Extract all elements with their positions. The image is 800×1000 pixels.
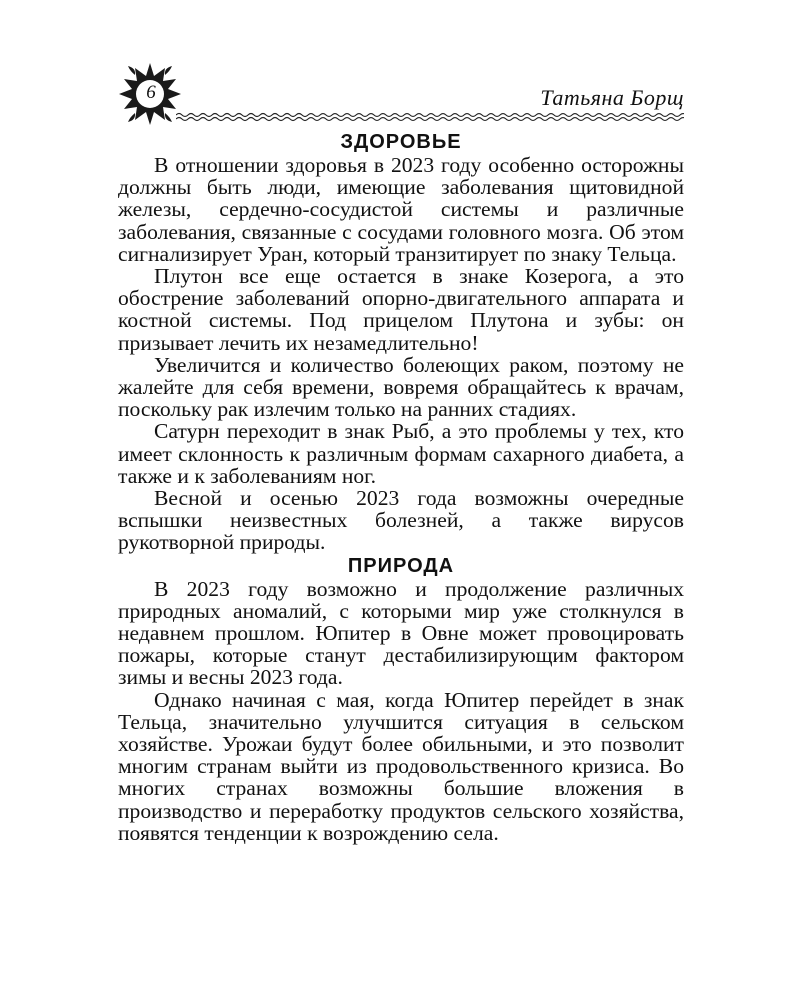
page-header xyxy=(118,62,684,132)
section-title-nature: ПРИРОДА xyxy=(347,554,455,577)
paragraph: В отношении здоровья в 2023 году особенно осторожны должны быть люди, имеющие заболевания щитовидной железы, сердечно-сосудистой системы и различные заболевания, связанные с сосудами головного мозга. Об этом сигнализирует Уран, который транзитирует по знаку Тельца. xyxy=(118,153,684,266)
paragraph: Увеличится и количество болеющих раком, поэтому не жалейте для себя времени, вовремя обращайтесь к врачам, поскольку рак излечим только на ранних стадиях. xyxy=(118,352,684,422)
running-header-author: Татьяна Борщ xyxy=(540,85,684,110)
paragraph: Плутон все еще остается в знаке Козерога, а это обострение заболеваний опорно-двигательного аппарата и костной системы. Под прицелом Плутона и зубы: он призывает лечить их незамедлительно! xyxy=(118,264,684,355)
paragraph: Сатурн переходит в знак Рыб, а это проблемы у тех, кто имеет склонность к различным формам сахарного диабета, а также и к заболеваниям ног. xyxy=(118,419,684,488)
section-title-health: ЗДОРОВЬЕ xyxy=(340,131,462,153)
wavy-divider xyxy=(176,112,684,122)
paragraph: Весной и осенью 2023 года возможны очередные вспышки неизвестных болезней, а также вирусов рукотворной природы. xyxy=(118,486,684,555)
paragraph: Однако начиная с мая, когда Юпитер перейдет в знак Тельца, значительно улучшится ситуация в сельском хозяйстве. Урожаи будут более обильными, и это позволит многим странам выйти из продовольственного кризиса. Во многих странах возможны большие вложения в производство и переработку продуктов сельского хозяйства, появятся тенденции к возрождению села. xyxy=(118,687,684,845)
page-content xyxy=(118,130,684,844)
page-number: 6 xyxy=(146,82,156,103)
paragraph: В 2023 году возможно и продолжение различных природных аномалий, с которыми мир уже столкнулся в недавнем прошлом. Юпитер в Овне может провоцировать пожары, которые станут дестабилизирующим фактором зимы и весны 2023 года. xyxy=(118,576,684,690)
